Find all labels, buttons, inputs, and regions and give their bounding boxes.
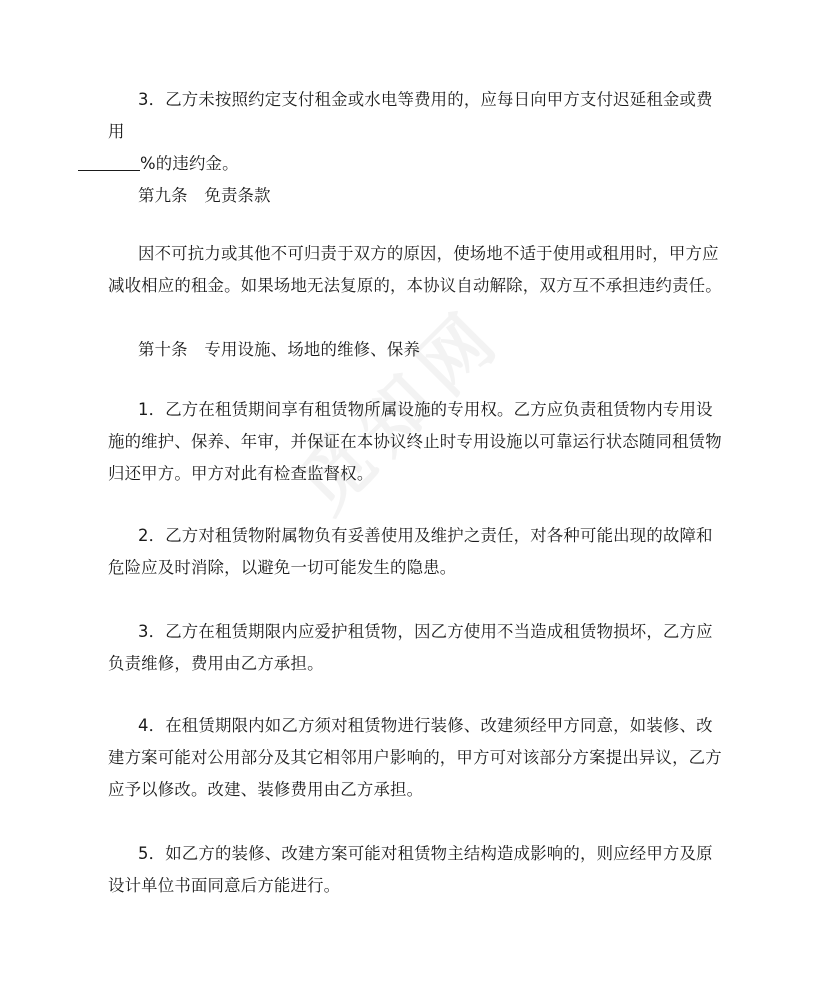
paragraph-item-2: 2．乙方对租赁物附属物负有妥善使用及维护之责任，对各种可能出现的故障和危险应及时消除，以避免一切可能发生的隐患。	[108, 526, 713, 577]
paragraph-item-1: 1．乙方在租赁期间享有租赁物所属设施的专用权。乙方应负责租赁物内专用设施的维护、保养、年审，并保证在本协议终止时专用设施以可靠运行状态随同租赁物归还甲方。甲方对此有检查监督权。	[108, 400, 722, 483]
heading-article-10: 第十条 专用设施、场地的维修、保养	[138, 340, 421, 359]
paragraph-force-majeure: 因不可抗力或其他不可归责于双方的原因，使场地不适于使用或租用时，甲方应减收相应的租金。如果场地无法复原的，本协议自动解除，双方互不承担违约责任。	[108, 244, 722, 295]
paragraph-late-payment	[108, 84, 728, 180]
paragraph-item-4: 4．在租赁期限内如乙方须对租赁物进行装修、改建须经甲方同意，如装修、改建方案可能对公用部分及其它相邻用户影响的，甲方可对该部分方案提出异议，乙方应予以修改。改建、装修费用由乙方承担。	[108, 716, 722, 799]
blank-line	[78, 152, 140, 171]
paragraph-text: 3．乙方未按照约定支付租金或水电等费用的，应每日向甲方支付迟延租金或费用	[108, 90, 713, 141]
paragraph-text: %的违约金。	[140, 154, 239, 173]
heading-article-9: 第九条 免责条款	[138, 186, 271, 205]
paragraph-item-5: 5．如乙方的装修、改建方案可能对租赁物主结构造成影响的，则应经甲方及原设计单位书面同意后方能进行。	[108, 844, 713, 895]
paragraph-item-3: 3．乙方在租赁期限内应爱护租赁物，因乙方使用不当造成租赁物损坏，乙方应负责维修，费用由乙方承担。	[108, 622, 713, 673]
